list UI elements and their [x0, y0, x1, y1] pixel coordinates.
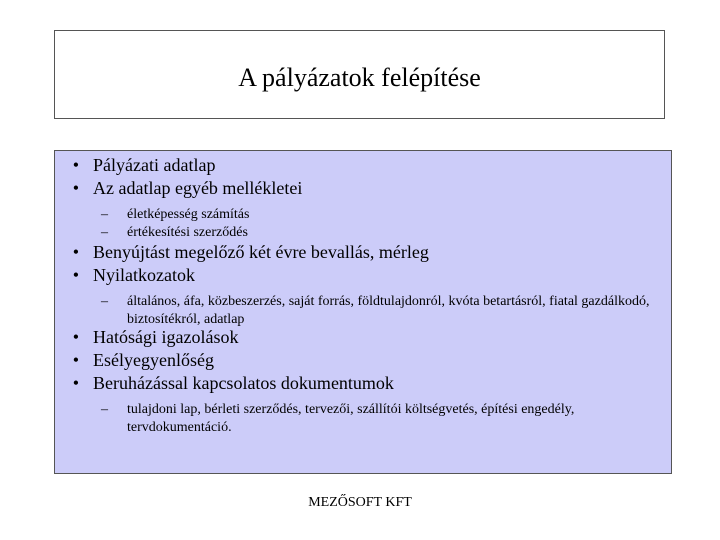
bullet-text: Beruházással kapcsolatos dokumentumok	[93, 373, 394, 393]
sub-text: életképesség számítás	[127, 207, 250, 222]
sub-item	[55, 224, 671, 242]
dash-marker: –	[101, 294, 108, 309]
bullet-marker: •	[72, 350, 79, 370]
bullet-marker: •	[72, 265, 79, 285]
bullet-group-3	[55, 326, 671, 437]
bullet-marker: •	[72, 155, 79, 175]
bullet-group-1	[55, 154, 671, 242]
footer-text: MEZŐSOFT KFT	[308, 495, 412, 510]
bullet-text: Esélyegyenlőség	[93, 350, 214, 370]
bullet-marker: •	[72, 373, 79, 393]
bullet-text: Nyilatkozatok	[93, 265, 195, 285]
bullet-text: Pályázati adatlap	[93, 155, 216, 175]
dash-marker: –	[101, 207, 108, 222]
bullet-text: Benyújtást megelőző két évre bevallás, mérleg	[93, 242, 429, 262]
dash-marker: –	[101, 225, 108, 240]
bullet-group-2	[55, 241, 671, 329]
bullet-item	[55, 177, 671, 200]
bullet-marker: •	[72, 242, 79, 262]
dash-marker: –	[101, 402, 108, 417]
title-box	[54, 30, 665, 119]
sub-item	[55, 206, 671, 224]
slide-title: A pályázatok felépítése	[238, 62, 481, 92]
bullet-item	[55, 264, 671, 287]
bullet-text: Hatósági igazolások	[93, 327, 239, 347]
content-box	[54, 150, 672, 474]
sub-text: tulajdoni lap, bérleti szerződés, tervezői, szállítói költségvetés, építési engedély, tervdokumentáció.	[127, 402, 575, 435]
bullet-marker: •	[72, 178, 79, 198]
sub-text: értékesítési szerződés	[127, 225, 248, 240]
bullet-item	[55, 372, 671, 395]
bullet-marker: •	[72, 327, 79, 347]
bullet-item	[55, 326, 671, 349]
bullet-item	[55, 349, 671, 372]
bullet-text: Az adatlap egyéb mellékletei	[93, 178, 303, 198]
bullet-item	[55, 154, 671, 177]
sub-item	[55, 293, 671, 329]
bullet-item	[55, 241, 671, 264]
sub-text: általános, áfa, közbeszerzés, saját forrás, földtulajdonról, kvóta betartásról, fiatal gazdálkodó, biztosítékról, adatlap	[127, 294, 650, 327]
sub-item	[55, 401, 671, 437]
